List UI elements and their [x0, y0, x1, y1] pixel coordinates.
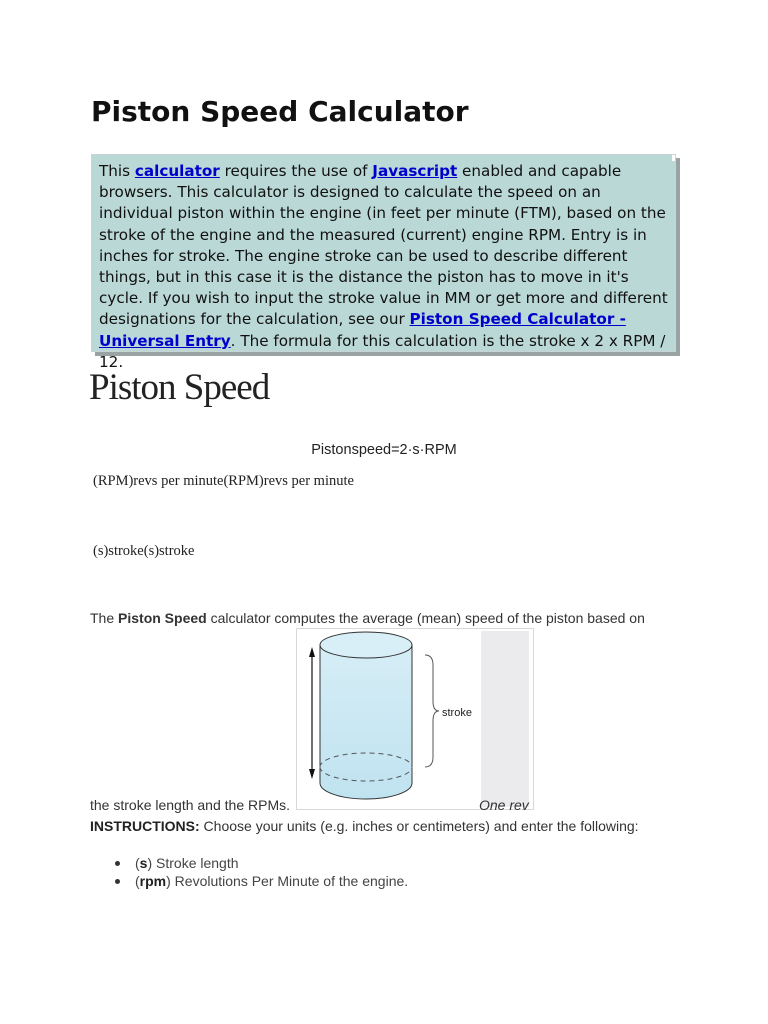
instructions-text: Choose your units (e.g. inches or centimeters) and enter the following: — [199, 818, 639, 834]
javascript-link[interactable]: Javascript — [372, 162, 458, 180]
cylinder-illustration — [297, 629, 481, 809]
cylinder-top — [320, 632, 412, 658]
description-rest: calculator computes the average (mean) speed of the piston based on — [206, 610, 645, 626]
input-open: ( — [135, 855, 140, 871]
stroke-label: stroke — [442, 707, 472, 719]
list-item — [113, 872, 408, 890]
cylinder-diagram — [296, 628, 534, 810]
description-line-1 — [90, 610, 645, 626]
input-symbol: s — [139, 855, 148, 871]
instructions-label: INSTRUCTIONS: — [90, 818, 200, 834]
input-symbol: rpm — [139, 873, 167, 889]
stroke-arrow-down — [309, 769, 315, 779]
input-description: ) Revolutions Per Minute of the engine. — [166, 873, 409, 889]
info-box-corner — [672, 155, 675, 161]
info-text-1: This — [99, 162, 135, 180]
description-line-2: the stroke length and the RPMs. — [90, 797, 290, 813]
info-text-2: requires the use of — [219, 162, 373, 180]
description-lead: The — [90, 610, 119, 626]
page-title: Piston Speed Calculator — [91, 95, 469, 128]
formula — [0, 442, 768, 458]
description-bold: Piston Speed — [118, 610, 207, 626]
stroke-brace — [425, 655, 439, 767]
info-box — [91, 154, 676, 371]
diagram-side-panel — [481, 631, 529, 807]
list-item — [113, 854, 408, 872]
rpm-variable: (RPM)revs per minute(RPM)revs per minute — [93, 473, 354, 489]
stroke-arrow-up — [309, 647, 315, 657]
input-description: ) Stroke length — [147, 855, 239, 871]
bullet-icon — [115, 879, 120, 884]
info-text-4: . The formula for this calculation is the stroke x 2 x RPM / 12. — [99, 331, 666, 371]
calculator-link[interactable]: calculator — [134, 162, 220, 180]
input-list — [113, 854, 408, 890]
formula-text: Pistonspeed=2·s·RPM — [311, 442, 457, 458]
universal-entry-link[interactable]: Piston Speed Calculator - Universal Entry — [99, 310, 626, 350]
instructions — [90, 818, 639, 834]
section-title: Piston Speed — [89, 367, 270, 408]
stroke-variable: (s)stroke(s)stroke — [93, 543, 195, 559]
cylinder-body — [320, 645, 412, 799]
bullet-icon — [115, 861, 120, 866]
info-text-3: enabled and capable browsers. This calculator is designed to calculate the speed on an individual piston within the engine (in feet per minute (FTM), based on the stroke of the engine and the measured (current) engine RPM. Entry is in inches for stroke. The engine stroke can be used to describe different things, but in this case it is the distance the piston has to move in it's cycle. If you wish to input the stroke value in MM or get more and different designations for the calculation, see our — [99, 162, 668, 329]
input-open: ( — [135, 873, 140, 889]
one-rev-caption: One rev — [479, 797, 529, 813]
